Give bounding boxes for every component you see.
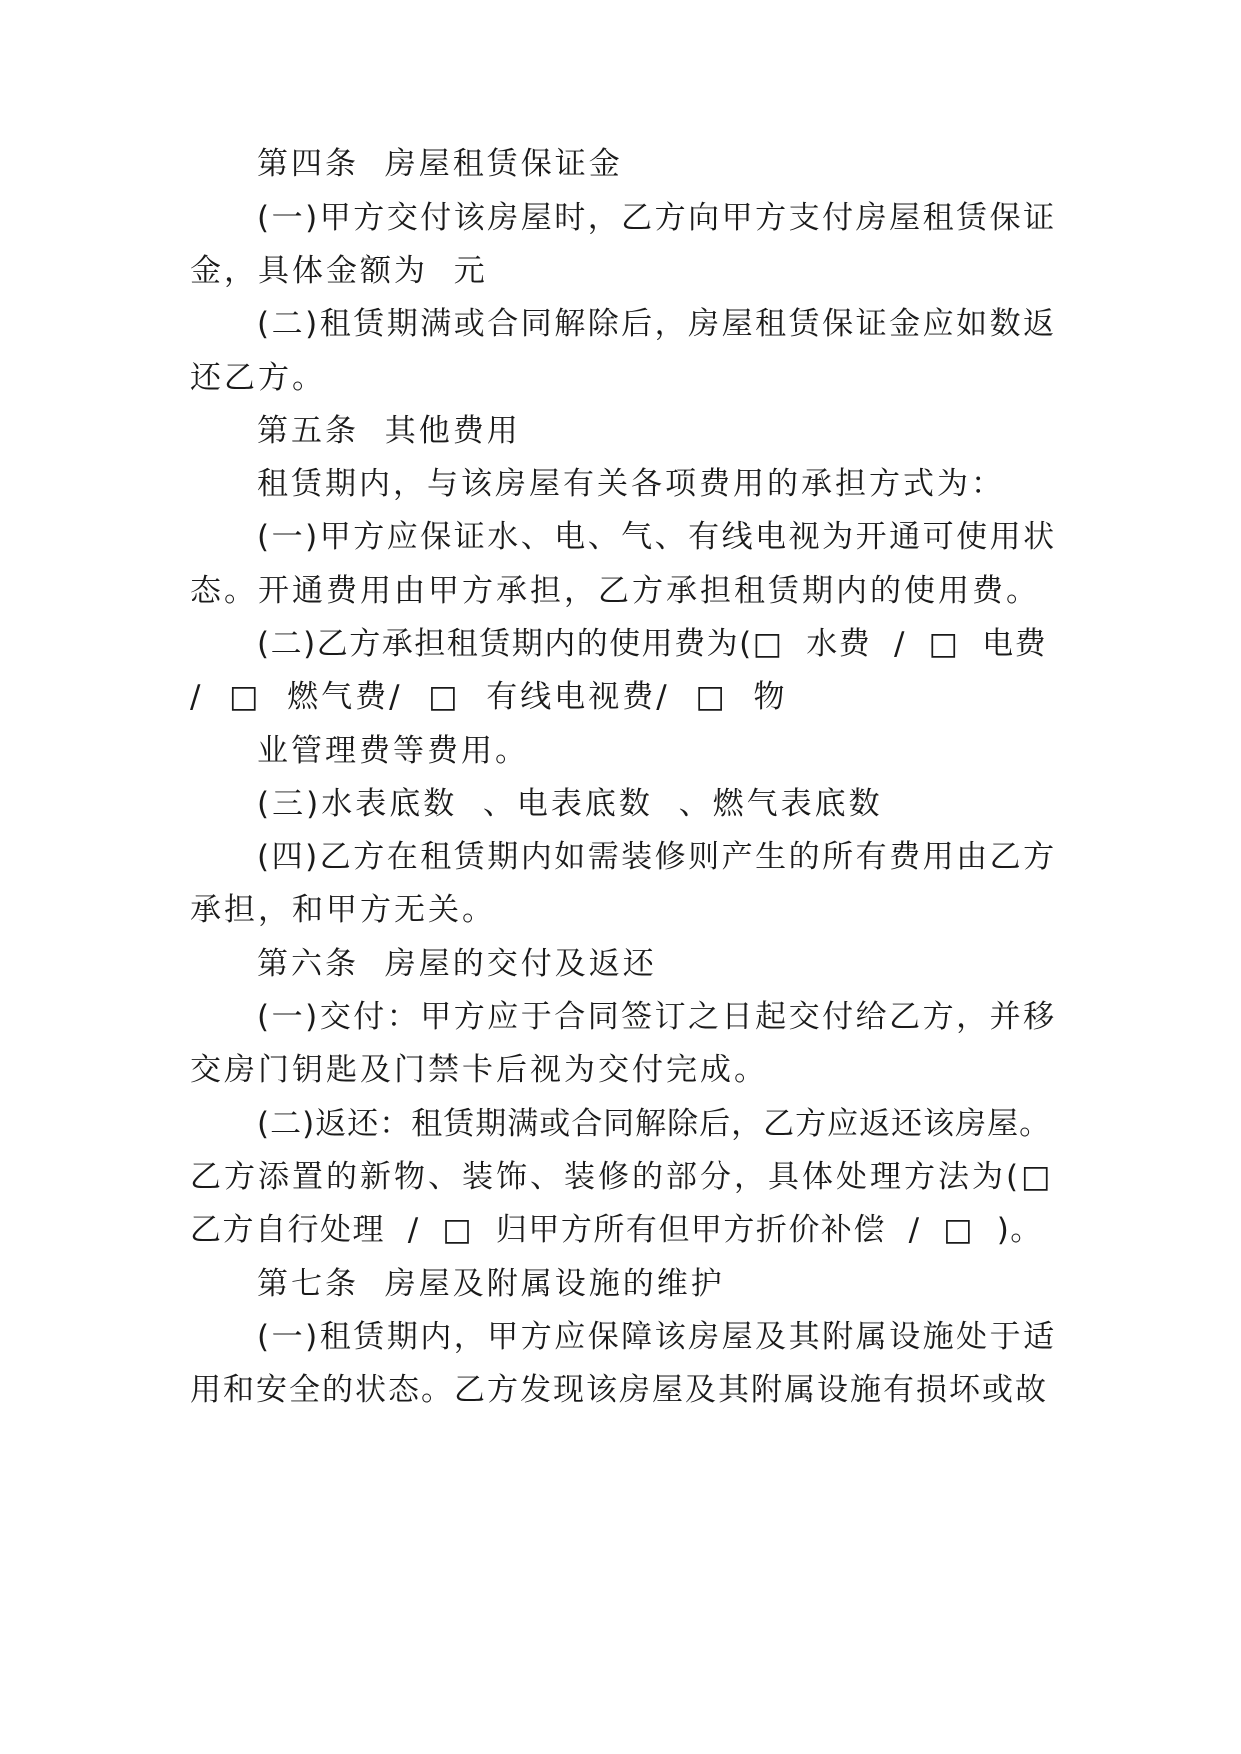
paragraph-line: (一)甲方应保证水、电、气、有线电视为开通可使用状	[257, 519, 1057, 555]
paragraph-line: 还乙方。	[190, 360, 326, 396]
article-4-heading: 第四条 房屋租赁保证金	[257, 146, 623, 182]
paragraph-line: (二)租赁期满或合同解除后，房屋租赁保证金应如数返	[257, 306, 1057, 342]
paragraph-line: 用和安全的状态。乙方发现该房屋及其附属设施有损坏或故	[190, 1372, 1048, 1408]
paragraph-line: 乙方自行处理 / □ 归甲方所有但甲方折价补偿 / □ )。	[190, 1212, 1043, 1248]
article-7-heading: 第七条 房屋及附属设施的维护	[257, 1266, 725, 1302]
paragraph-line: (一)租赁期内，甲方应保障该房屋及其附属设施处于适	[257, 1319, 1057, 1355]
paragraph-line: / □ 燃气费/ □ 有线电视费/ □ 物	[190, 679, 788, 715]
paragraph-line: 租赁期内，与该房屋有关各项费用的承担方式为：	[257, 466, 1005, 502]
paragraph-line: (一)甲方交付该房屋时，乙方向甲方支付房屋租赁保证	[257, 200, 1057, 236]
paragraph-line: 业管理费等费用。	[257, 733, 529, 769]
paragraph-line: 交房门钥匙及门禁卡后视为交付完成。	[190, 1052, 768, 1088]
article-5-heading: 第五条 其他费用	[257, 413, 521, 449]
paragraph-line: (二)返还：租赁期满或合同解除后，乙方应返还该房屋。	[257, 1106, 1052, 1142]
paragraph-line: 金，具体金额为 元	[190, 253, 488, 289]
paragraph-line: (一)交付：甲方应于合同签订之日起交付给乙方，并移	[257, 999, 1057, 1035]
paragraph-line: 承担，和甲方无关。	[190, 892, 496, 928]
paragraph-line: 态。开通费用由甲方承担，乙方承担租赁期内的使用费。	[190, 573, 1040, 609]
paragraph-line: (二)乙方承担租赁期内的使用费为(□ 水费 / □ 电费	[257, 626, 1048, 662]
article-6-heading: 第六条 房屋的交付及返还	[257, 946, 657, 982]
paragraph-line: (三)水表底数 、电表底数 、燃气表底数	[257, 786, 883, 822]
paragraph-line: 乙方添置的新物、装饰、装修的部分，具体处理方法为(□	[190, 1159, 1054, 1195]
paragraph-line: (四)乙方在租赁期内如需装修则产生的所有费用由乙方	[257, 839, 1057, 875]
